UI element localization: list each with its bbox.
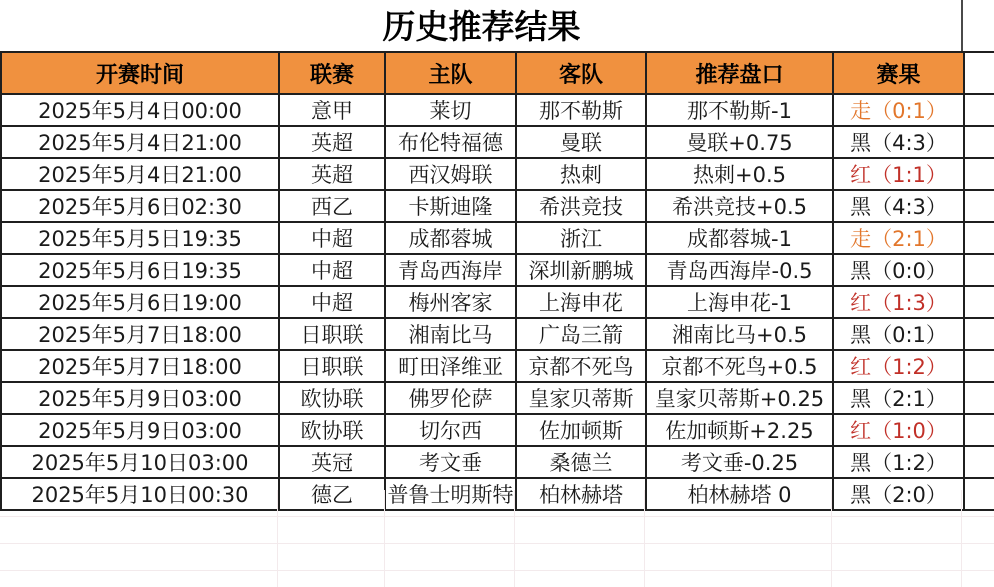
cell-text: 那不勒斯 (539, 99, 623, 123)
cell-text: 日职联 (300, 355, 364, 379)
column-header-away (516, 52, 646, 94)
cell-text: 湘南比马 (408, 323, 493, 347)
column-header-label: 开赛时间 (95, 62, 184, 88)
cell-text: 青岛西海岸 (398, 259, 503, 283)
cell-text: 佐加顿斯+2.25 (665, 419, 814, 443)
cell-extra[interactable] (964, 318, 994, 350)
cell-handicap[interactable] (646, 190, 833, 222)
empty-col-gridline (831, 490, 832, 587)
empty-grid-area (0, 490, 994, 587)
cell-league[interactable] (279, 126, 385, 158)
cell-handicap[interactable] (646, 318, 833, 350)
cell-result[interactable] (833, 158, 964, 190)
cell-text: 成都蓉城 (408, 227, 493, 251)
column-header-result (833, 52, 964, 94)
table-row (1, 222, 994, 254)
cell-result[interactable] (833, 350, 964, 382)
empty-col-gridline (277, 490, 278, 587)
column-gridline-above-table (961, 0, 963, 52)
cell-text: 2025年5月4日00:00 (38, 99, 242, 123)
cell-text: 英超 (311, 131, 353, 155)
cell-text: 深圳新鹏城 (528, 259, 634, 283)
cell-league[interactable] (279, 254, 385, 286)
cell-text: 2025年5月6日02:30 (38, 195, 242, 219)
cell-away[interactable] (516, 318, 646, 350)
cell-text: 希洪竞技+0.5 (672, 195, 807, 219)
empty-row-gridline (0, 516, 994, 517)
cell-handicap[interactable] (646, 158, 833, 190)
cell-text: 热刺+0.5 (693, 163, 786, 187)
cell-text: 西汉姆联 (408, 163, 493, 187)
cell-league[interactable] (279, 222, 385, 254)
cell-handicap[interactable] (646, 126, 833, 158)
cell-text: 英超 (311, 163, 353, 187)
cell-home[interactable] (385, 318, 516, 350)
table-row (1, 350, 994, 382)
cell-home[interactable] (385, 382, 516, 414)
cell-result[interactable] (833, 254, 964, 286)
cell-text: 红（1:3） (850, 291, 947, 315)
cell-text: 2025年5月4日21:00 (38, 131, 242, 155)
cell-text: 那不勒斯-1 (687, 99, 792, 123)
cell-result[interactable] (833, 222, 964, 254)
cell-text: 黑（0:1） (850, 323, 947, 347)
cell-text: 黑（1:2） (850, 451, 947, 475)
cell-text: 柏林赫塔 0 (687, 483, 792, 507)
cell-result[interactable] (833, 286, 964, 318)
empty-col-gridline (644, 490, 645, 587)
column-header-label: 联赛 (309, 62, 354, 88)
cell-away[interactable] (516, 158, 646, 190)
cell-handicap[interactable] (646, 446, 833, 478)
cell-text: 西乙 (311, 195, 353, 219)
column-header-handicap (646, 52, 833, 94)
cell-league[interactable] (279, 382, 385, 414)
cell-text: 走（0:1） (850, 99, 947, 123)
cell-text: 红（1:0） (850, 419, 947, 443)
empty-col-gridline (514, 490, 515, 587)
cell-text: 广岛三箭 (539, 323, 623, 347)
cell-handicap[interactable] (646, 350, 833, 382)
cell-home[interactable] (385, 254, 516, 286)
cell-text: 欧协联 (300, 387, 364, 411)
cell-home[interactable] (385, 286, 516, 318)
cell-text: 日职联 (300, 323, 364, 347)
cell-away[interactable] (516, 254, 646, 286)
cell-away[interactable] (516, 190, 646, 222)
cell-extra[interactable] (964, 446, 994, 478)
cell-text: 黑（2:1） (850, 387, 947, 411)
cell-text: 切尔西 (419, 419, 482, 443)
cell-text: 英冠 (311, 451, 353, 475)
cell-text: 红（1:1） (850, 163, 947, 187)
cell-away[interactable] (516, 222, 646, 254)
cell-time[interactable] (1, 286, 279, 318)
cell-result[interactable] (833, 94, 964, 126)
cell-text: 2025年5月5日19:35 (38, 227, 242, 251)
cell-text: 热刺 (560, 163, 602, 187)
cell-result[interactable] (833, 318, 964, 350)
cell-extra[interactable] (964, 94, 994, 126)
cell-time[interactable] (1, 446, 279, 478)
column-header-label: 主队 (428, 62, 473, 88)
empty-row-gridline (0, 570, 994, 571)
cell-text: 欧协联 (300, 419, 364, 443)
cell-text: 佛罗伦萨 (408, 387, 493, 411)
cell-text: 走（2:1） (850, 227, 947, 251)
table-row (1, 190, 994, 222)
cell-text: 黑（4:3） (850, 195, 947, 219)
cell-time[interactable] (1, 382, 279, 414)
header-row (1, 52, 994, 94)
cell-text: 黑（2:0） (850, 483, 947, 507)
cell-text: 2025年5月4日21:00 (38, 163, 242, 187)
cell-extra[interactable] (964, 190, 994, 222)
cell-result[interactable] (833, 190, 964, 222)
cell-text: 红（1:2） (850, 355, 947, 379)
table-row (1, 126, 994, 158)
cell-home[interactable] (385, 126, 516, 158)
cell-text: 中超 (311, 227, 353, 251)
cell-league[interactable] (279, 414, 385, 446)
table-row (1, 158, 994, 190)
cell-handicap[interactable] (646, 414, 833, 446)
cell-text: 曼联 (560, 131, 602, 155)
table-row (1, 414, 994, 446)
cell-text: 成都蓉城-1 (687, 227, 792, 251)
cell-extra[interactable] (964, 286, 994, 318)
column-header-time (1, 52, 279, 94)
cell-text: 皇家贝蒂斯 (528, 387, 634, 411)
cell-league[interactable] (279, 350, 385, 382)
cell-handicap[interactable] (646, 286, 833, 318)
cell-text: 2025年5月7日18:00 (38, 355, 242, 379)
cell-text: 2025年5月9日03:00 (38, 419, 242, 443)
cell-text: 京都不死鸟 (528, 355, 634, 379)
cell-away[interactable] (516, 382, 646, 414)
cell-text: 曼联+0.75 (686, 131, 793, 155)
cell-league[interactable] (279, 446, 385, 478)
empty-row-gridline (0, 543, 994, 544)
column-header-extra (964, 52, 994, 94)
table-row (1, 446, 994, 478)
cell-text: 2025年5月7日18:00 (38, 323, 242, 347)
cell-text: 考文垂 (419, 451, 482, 475)
cell-text: 柏林赫塔 (539, 483, 623, 507)
results-table (0, 51, 994, 511)
cell-text: 布伦特福德 (398, 131, 503, 155)
column-header-home (385, 52, 516, 94)
cell-home[interactable] (385, 190, 516, 222)
cell-league[interactable] (279, 94, 385, 126)
cell-text: 2025年5月10日00:30 (31, 483, 249, 507)
cell-home[interactable] (385, 158, 516, 190)
cell-away[interactable] (516, 286, 646, 318)
cell-time[interactable] (1, 126, 279, 158)
cell-away[interactable] (516, 350, 646, 382)
cell-away[interactable] (516, 446, 646, 478)
column-header-label: 赛果 (876, 62, 921, 88)
cell-extra[interactable] (964, 126, 994, 158)
cell-home[interactable] (385, 350, 516, 382)
cell-text: 考文垂-0.25 (680, 451, 799, 475)
cell-text: 中超 (311, 259, 353, 283)
cell-text: 2025年5月6日19:00 (38, 291, 242, 315)
cell-text: 意甲 (311, 99, 353, 123)
table-row (1, 286, 994, 318)
cell-home[interactable] (385, 94, 516, 126)
cell-result[interactable] (833, 126, 964, 158)
cell-time[interactable] (1, 414, 279, 446)
cell-result[interactable] (833, 382, 964, 414)
cell-handicap[interactable] (646, 222, 833, 254)
cell-text: 中超 (311, 291, 353, 315)
cell-away[interactable] (516, 414, 646, 446)
empty-col-gridline (384, 490, 385, 587)
cell-text: 上海申花 (539, 291, 623, 315)
cell-text: 梅州客家 (408, 291, 493, 315)
cell-extra[interactable] (964, 414, 994, 446)
cell-handicap[interactable] (646, 254, 833, 286)
cell-time[interactable] (1, 318, 279, 350)
cell-text: 卡斯迪隆 (408, 195, 493, 219)
page-title: 历史推荐结果 (382, 7, 581, 46)
cell-text: 普鲁士明斯特 (387, 483, 514, 507)
cell-text: 湘南比马+0.5 (672, 323, 807, 347)
cell-home[interactable] (385, 414, 516, 446)
column-header-label: 推荐盘口 (695, 62, 784, 88)
table-row (1, 94, 994, 126)
cell-time[interactable] (1, 350, 279, 382)
cell-text: 青岛西海岸-0.5 (666, 259, 813, 283)
cell-text: 皇家贝蒂斯+0.25 (654, 387, 825, 411)
cell-text: 2025年5月9日03:00 (38, 387, 242, 411)
cell-text: 浙江 (560, 227, 602, 251)
cell-away[interactable] (516, 126, 646, 158)
cell-text: 2025年5月10日03:00 (31, 451, 249, 475)
cell-extra[interactable] (964, 350, 994, 382)
column-header-league (279, 52, 385, 94)
empty-col-gridline (961, 490, 962, 587)
cell-league[interactable] (279, 318, 385, 350)
cell-time[interactable] (1, 190, 279, 222)
cell-extra[interactable] (964, 254, 994, 286)
cell-text: 桑德兰 (549, 451, 613, 475)
cell-time[interactable] (1, 254, 279, 286)
cell-text: 町田泽维亚 (398, 355, 503, 379)
cell-text: 希洪竞技 (539, 195, 623, 219)
cell-league[interactable] (279, 190, 385, 222)
cell-text: 莱切 (429, 99, 472, 123)
cell-league[interactable] (279, 286, 385, 318)
cell-text: 佐加顿斯 (539, 419, 623, 443)
cell-home[interactable] (385, 446, 516, 478)
cell-text: 黑（4:3） (850, 131, 947, 155)
table-row (1, 318, 994, 350)
table-header (1, 52, 994, 94)
cell-result[interactable] (833, 446, 964, 478)
cell-handicap[interactable] (646, 94, 833, 126)
cell-extra[interactable] (964, 222, 994, 254)
cell-text: 京都不死鸟+0.5 (661, 355, 818, 379)
table-row (1, 382, 994, 414)
cell-text: 2025年5月6日19:35 (38, 259, 242, 283)
cell-result[interactable] (833, 414, 964, 446)
cell-text: 黑（0:0） (850, 259, 947, 283)
cell-handicap[interactable] (646, 382, 833, 414)
cell-extra[interactable] (964, 158, 994, 190)
cell-league[interactable] (279, 158, 385, 190)
cell-time[interactable] (1, 94, 279, 126)
cell-away[interactable] (516, 94, 646, 126)
cell-extra[interactable] (964, 382, 994, 414)
cell-home[interactable] (385, 222, 516, 254)
column-header-label: 客队 (558, 62, 603, 88)
cell-time[interactable] (1, 222, 279, 254)
table-row (1, 254, 994, 286)
cell-time[interactable] (1, 158, 279, 190)
cell-text: 德乙 (311, 483, 353, 507)
cell-text: 上海申花-1 (687, 291, 792, 315)
